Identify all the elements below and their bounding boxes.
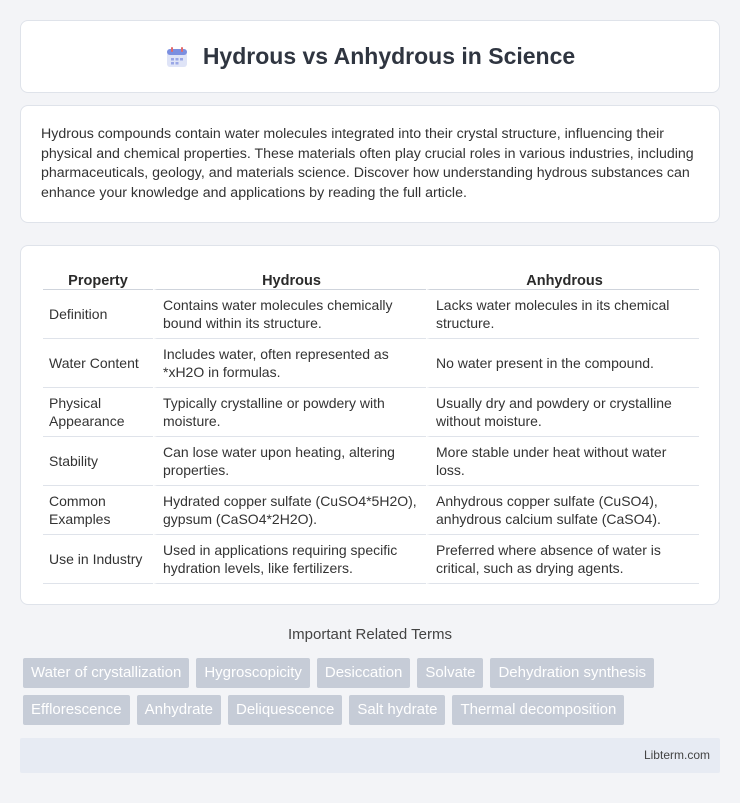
hydrous-cell: Can lose water upon heating, altering properties.	[153, 437, 426, 486]
anhydrous-cell: More stable under heat without water loss.	[426, 437, 699, 486]
related-term-tag[interactable]: Desiccation	[317, 658, 411, 688]
related-term-tag[interactable]: Efflorescence	[23, 695, 130, 725]
anhydrous-cell: Usually dry and powdery or crystalline without moisture.	[426, 388, 699, 437]
property-cell: Common Examples	[43, 486, 153, 535]
hydrous-cell: Hydrated copper sulfate (CuSO4*5H2O), gypsum (CaSO4*2H2O).	[153, 486, 426, 535]
property-cell: Stability	[43, 437, 153, 486]
related-terms-title: Important Related Terms	[288, 626, 452, 643]
property-cell: Use in Industry	[43, 535, 153, 584]
site-credit[interactable]: Libterm.com	[643, 748, 710, 762]
related-term-tag[interactable]: Hygroscopicity	[196, 658, 310, 688]
intro-text: Hydrous compounds contain water molecules integrated into their crystal structure, influencing their physical and chemical properties. These materials often play crucial roles in various industries, including pharmaceuticals, geology, and materials science. Discover how understanding hydrous substances can enhance your knowledge and applications by reading the full article.	[41, 126, 694, 201]
hydrous-cell: Contains water molecules chemically bound within its structure.	[153, 290, 426, 339]
related-terms	[23, 658, 723, 732]
related-terms-row	[23, 695, 723, 725]
hydrous-cell: Includes water, often represented as *xH2O in formulas.	[153, 339, 426, 388]
anhydrous-cell: Preferred where absence of water is critical, such as drying agents.	[426, 535, 699, 584]
table-row	[43, 437, 699, 486]
property-cell: Physical Appearance	[43, 388, 153, 437]
column-header-hydrous: Hydrous	[153, 266, 426, 290]
hydrous-cell: Typically crystalline or powdery with moisture.	[153, 388, 426, 437]
column-header-property: Property	[43, 266, 153, 290]
anhydrous-cell: Lacks water molecules in its chemical structure.	[426, 290, 699, 339]
related-term-tag[interactable]: Thermal decomposition	[452, 695, 624, 725]
table-row	[43, 486, 699, 535]
header-card	[20, 20, 720, 93]
property-cell: Definition	[43, 290, 153, 339]
related-term-tag[interactable]: Dehydration synthesis	[490, 658, 654, 688]
related-term-tag[interactable]: Solvate	[417, 658, 483, 688]
calendar-icon	[165, 45, 189, 69]
table-row	[43, 290, 699, 339]
related-terms-row	[23, 658, 723, 688]
property-cell: Water Content	[43, 339, 153, 388]
column-header-anhydrous: Anhydrous	[426, 266, 699, 290]
related-term-tag[interactable]: Water of crystallization	[23, 658, 189, 688]
related-term-tag[interactable]: Deliquescence	[228, 695, 342, 725]
table-row	[43, 535, 699, 584]
page-title: Hydrous vs Anhydrous in Science	[202, 43, 576, 69]
hydrous-cell: Used in applications requiring specific hydration levels, like fertilizers.	[153, 535, 426, 584]
related-term-tag[interactable]: Anhydrate	[137, 695, 221, 725]
anhydrous-cell: Anhydrous copper sulfate (CuSO4), anhydrous calcium sulfate (CaSO4).	[426, 486, 699, 535]
anhydrous-cell: No water present in the compound.	[426, 339, 699, 388]
table-row	[43, 339, 699, 388]
table-row	[43, 388, 699, 437]
table-header-row	[43, 266, 699, 290]
footer	[20, 738, 720, 773]
intro-card	[20, 105, 720, 223]
related-term-tag[interactable]: Salt hydrate	[349, 695, 445, 725]
comparison-table	[43, 266, 699, 584]
comparison-table-card	[20, 245, 720, 605]
